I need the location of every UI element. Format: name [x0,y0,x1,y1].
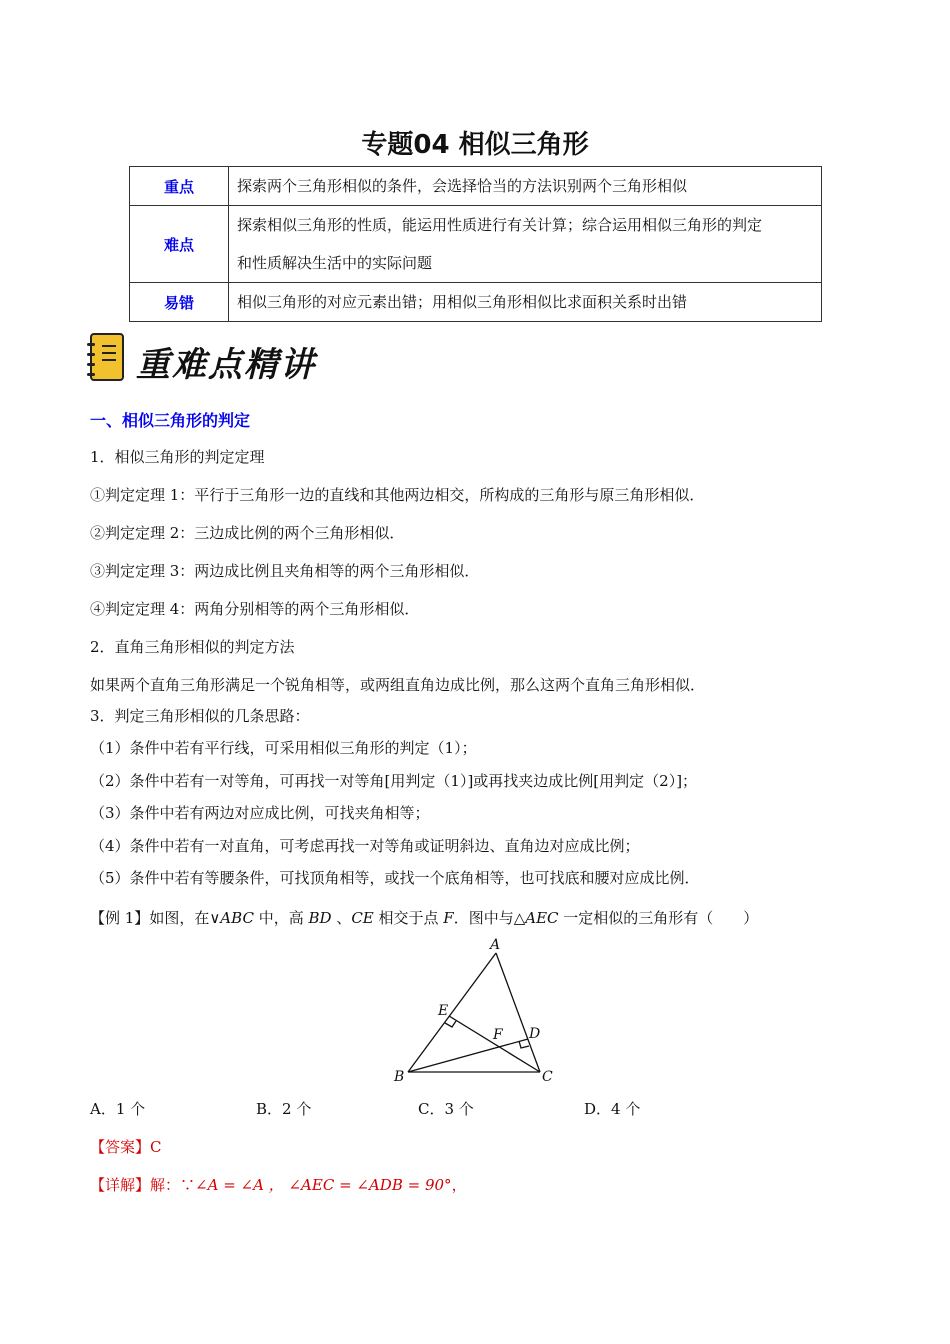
answer-value: C [150,1138,162,1156]
text-line: （5）条件中若有等腰条件，可找顶角相等，或找一个底角相等，也可找底和腰对应成比例． [90,869,700,887]
page-title: 专题04 相似三角形 [361,130,589,160]
altitude-ce [449,1016,540,1072]
example-tag: 【例 1】 [90,909,150,927]
text-line: ②判定定理 2：三边成比例的两个三角形相似． [90,524,405,542]
text-line: 1．相似三角形的判定定理 [90,448,265,466]
key-points-table [129,166,822,322]
text-line: （1）条件中若有平行线，可采用相似三角形的判定（1）； [90,739,477,757]
row-label: 难点 [130,206,229,283]
answer-tag: 【答案】 [90,1138,151,1156]
banner-title: 重难点精讲 [136,345,316,385]
triangle-symbol: ∨ABC [209,909,254,927]
row-text: 探索两个三角形相似的条件，会选择恰当的方法识别两个三角形相似 [229,167,822,206]
option-b: B．2 个 [256,1100,312,1118]
text-line: 3．判定三角形相似的几条思路： [90,707,310,725]
detail-math: ∠A = ∠A ， ∠AEC = ∠ADB = 90° [195,1176,452,1194]
text-line: ①判定定理 1：平行于三角形一边的直线和其他两边相交，所构成的三角形与原三角形相似． [90,486,705,504]
label-f: F [493,1027,503,1043]
text-line: ③判定定理 3：两边成比例且夹角相等的两个三角形相似． [90,562,480,580]
table-row [130,206,822,283]
side-ac [496,953,540,1072]
option-d: D．4 个 [584,1100,641,1118]
option-c: C．3 个 [418,1100,474,1118]
label-a: A [490,937,501,953]
row-text: 相似三角形的对应元素出错；用相似三角形相似比求面积关系时出错 [229,283,822,322]
row-text [229,206,822,283]
text-line: 2．直角三角形相似的判定方法 [90,638,295,656]
section-banner [90,333,320,385]
section-heading: 一、相似三角形的判定 [90,411,251,430]
side-ab [408,953,496,1072]
table-row [130,283,822,322]
row-text-line: 探索相似三角形的性质，能运用性质进行有关计算；综合运用相似三角形的判定 [237,216,763,234]
right-angle-d [519,1041,529,1048]
example-question: 【例 1】如图，在∨ABC 中，高 BD 、CE 相交于点 F．图中与△AEC 一定相似的三角形有（ ） [90,909,759,927]
option-a: A．1 个 [90,1100,146,1118]
label-d: D [529,1026,541,1042]
text-line: （4）条件中若有一对直角，可考虑再找一对等角或证明斜边、直角边对应成比例； [90,837,640,855]
text-line: ④判定定理 4：两角分别相等的两个三角形相似． [90,600,420,618]
row-text-line: 和性质解决生活中的实际问题 [237,254,433,272]
detail-line: 【详解】解：∵∠A = ∠A ， ∠AEC = ∠ADB = 90°， [90,1176,467,1194]
table-row [130,167,822,206]
label-b: B [394,1069,405,1085]
answer-line [90,1136,162,1157]
label-e: E [438,1003,449,1019]
triangle-figure [390,935,570,1090]
text-line: 如果两个直角三角形满足一个锐角相等，或两组直角边成比例，那么这两个直角三角形相似． [90,676,706,694]
detail-tag: 【详解】 [90,1176,151,1194]
text-line: （3）条件中若有两边对应成比例，可找夹角相等； [90,804,430,822]
label-c: C [542,1069,553,1085]
notebook-icon [90,333,124,381]
altitude-bd [408,1039,528,1072]
row-label: 易错 [130,283,229,322]
text-line: （2）条件中若有一对等角，可再找一对等角[用判定（1）]或再找夹边成比例[用判定（2）]； [90,772,698,790]
right-angle-e [445,1021,456,1027]
row-label: 重点 [130,167,229,206]
